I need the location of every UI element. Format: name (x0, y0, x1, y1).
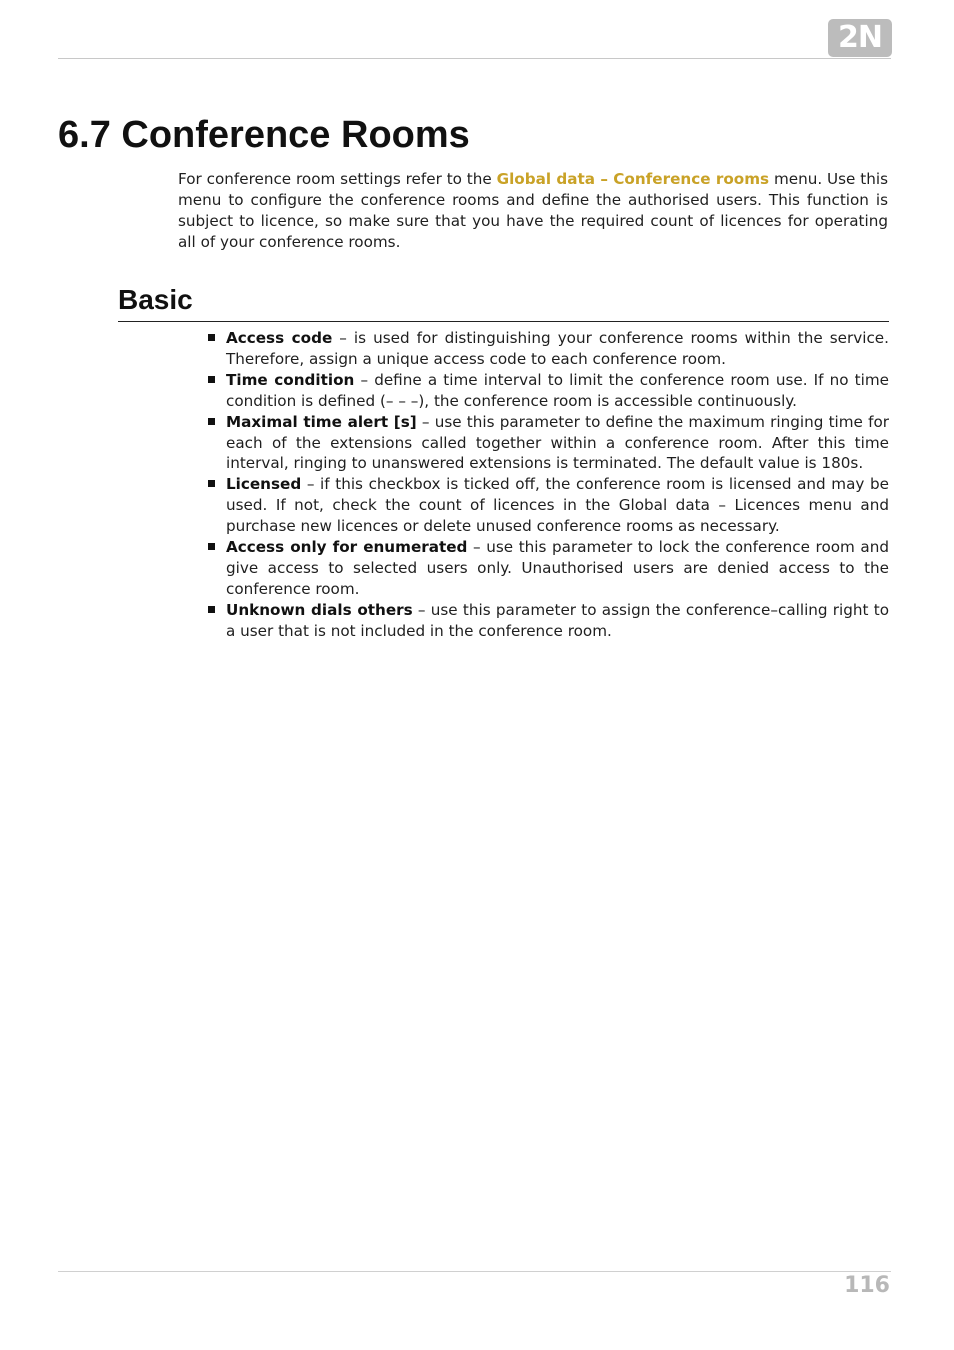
item-term: Maximal time alert [s] (226, 412, 417, 431)
item-text: – use this parameter to lock the conference room and give access to selected users only. Unauthorised users are denied access to the conference room. (226, 538, 889, 598)
section-title-basic: Basic (118, 284, 193, 315)
header-rule (58, 58, 891, 59)
list-item (205, 474, 889, 537)
intro-text-after: menu. Use this menu to configure the conference rooms and define the authorised users. This function is subject to licence, so make sure that you have the required count of licences for operating all of your conference rooms. (178, 170, 888, 251)
intro-text-before: For conference room settings refer to the (178, 170, 497, 188)
item-term: Licensed (226, 475, 302, 494)
item-term: Time condition (226, 370, 355, 389)
list-item (205, 328, 889, 370)
list-item (205, 537, 889, 600)
footer-rule (58, 1271, 891, 1272)
logo-text: 2N (838, 20, 882, 55)
list-item (205, 412, 889, 475)
square-bullet-icon (208, 606, 215, 613)
list-item (205, 600, 889, 642)
item-text: – use this parameter to assign the conference–calling right to a user that is not included in the conference room. (226, 600, 889, 640)
square-bullet-icon (208, 376, 215, 383)
section-rule (118, 321, 889, 322)
item-text: – use this parameter to define the maximum ringing time for each of the extensions called together within a conference room. After this time interval, ringing to unanswered extensions is terminated. The default value is 180s. (226, 412, 889, 473)
square-bullet-icon (208, 418, 215, 425)
global-data-conference-rooms-link[interactable]: Global data – Conference rooms (496, 170, 770, 188)
item-text: – if this checkbox is ticked off, the conference room is licensed and may be used. If not, check the count of licences in the Global data – Licences menu and purchase new licences or delete unused conference rooms as necessary. (226, 475, 889, 536)
item-text: – define a time interval to limit the conference room use. If no time condition is defined (– – –), the conference room is accessible continuously. (226, 370, 889, 410)
page-number: 116 (844, 1273, 890, 1298)
2n-logo (828, 19, 892, 57)
list-item (205, 370, 889, 412)
square-bullet-icon (208, 480, 215, 487)
square-bullet-icon (208, 334, 215, 341)
item-term: Access code (226, 329, 333, 347)
item-term: Access only for enumerated (226, 538, 468, 557)
item-term: Unknown dials others (226, 600, 413, 619)
intro-paragraph (178, 169, 888, 253)
square-bullet-icon (208, 543, 215, 550)
item-text: – is used for distinguishing your conference rooms within the service. Therefore, assign a unique access code to each conference room. (226, 329, 889, 368)
parameter-list (205, 328, 889, 642)
page-title: 6.7 Conference Rooms (58, 114, 470, 156)
